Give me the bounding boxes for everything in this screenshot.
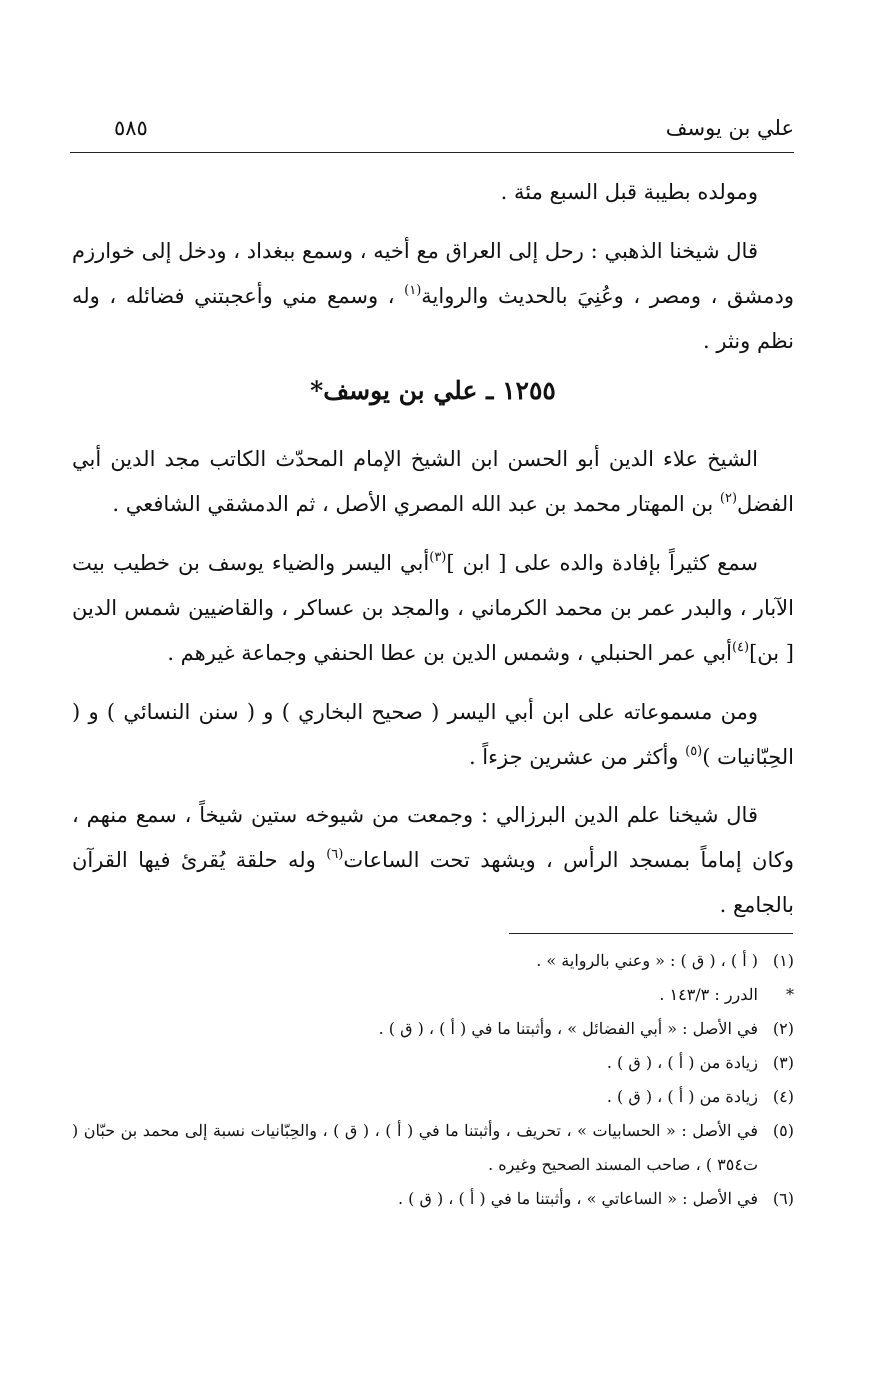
footnote-ref-4: (٤)	[731, 640, 750, 655]
page-number: ٥٨٥	[114, 116, 148, 140]
footnote-text: في الأصل : « الساعاتي » ، وأثبتنا ما في ( أ ) ، ( ق ) .	[397, 1189, 758, 1208]
footnotes	[72, 944, 794, 1216]
entry-title: ١٢٥٥ ـ علي بن يوسف*	[310, 376, 556, 405]
footnote-ref-5: (٥)	[685, 744, 703, 759]
birzali-paragraph: قال شيخنا علم الدين البرزالي : وجمعت من شيوخه ستين شيخاً ، سمع منهم ، وكان إماماً بمسجد الرأس ، ويشهد تحت الساعات$^{(٦)}$ وله حلقة يُقرئ فيها القرآن بالجامع .	[72, 803, 795, 917]
name-paragraph: الشيخ علاء الدين أبو الحسن ابن الشيخ الإمام المحدّث الكاتب مجد الدين أبي الفضل$^{(٢)}$ بن المهتار محمد بن عبد الله المصري الأصل ، ثم الدمشقي الشافعي .	[72, 447, 794, 516]
footnote-item	[72, 1182, 794, 1216]
footnote-text: زيادة من ( أ ) ، ( ق ) .	[606, 1053, 758, 1072]
footnote-ref-3: (٣)	[429, 550, 447, 565]
footnote-mark: (٣)	[772, 1053, 794, 1072]
footnote-text: الدرر : ١٤٣/٣ .	[659, 985, 758, 1004]
page-header	[70, 112, 794, 152]
footnote-item	[72, 1080, 794, 1114]
footnote-text: في الأصل : « الحسابيات » ، تحريف ، وأثبتنا ما في ( أ ) ، ( ق ) ، والحِبّانيات نسبة إلى محمد بن حبّان ( ت٣٥٤ ) ، صاحب المسند الصحيح وغيره .	[72, 1121, 758, 1174]
footnote-text: في الأصل : « أبي الفضائل » ، وأثبتنا ما في ( أ ) ، ( ق ) .	[378, 1019, 758, 1038]
footnote-text: ( أ ) ، ( ق ) : « وعني بالرواية » .	[536, 951, 758, 970]
birth-line: ومولده بطيبة قبل السبع مئة .	[500, 180, 758, 204]
footnote-item	[72, 1046, 794, 1080]
header-rule	[70, 152, 794, 153]
heard-works-paragraph: ومن مسموعاته على ابن أبي اليسر ( صحيح البخاري ) و ( سنن النسائي ) و ( الحِبّانيات )$^{(٥)}$ وأكثر من عشرين جزءاً .	[72, 700, 794, 769]
footnote-mark: (٢)	[772, 1019, 794, 1038]
footnote-mark: (١)	[772, 951, 794, 970]
footnote-ref-2: (٢)	[719, 491, 738, 506]
footnote-item	[72, 1114, 794, 1182]
footnote-item	[72, 1012, 794, 1046]
footnote-text: زيادة من ( أ ) ، ( ق ) .	[606, 1087, 758, 1106]
footnote-mark: (٤)	[772, 1087, 794, 1106]
dhahabi-paragraph: قال شيخنا الذهبي : رحل إلى العراق مع أخيه ، وسمع ببغداد ، ودخل إلى خوارزم ودمشق ، ومصر ، وعُنِيَ بالحديث والرواية$^{(١)}$ ، وسمع مني وأعجبتني فضائله ، وله نظم ونثر .	[72, 239, 794, 353]
teachers-paragraph: سمع كثيراً بإفادة والده على [ ابن ]$^{(٣)}$أبي اليسر والضياء يوسف بن خطيب بيت الآبار ، والبدر عمر بن محمد الكرماني ، والمجد بن عساكر ، والقاضيين شمس الدين [ بن]$^{(٤)}$أبي عمر الحنبلي ، وشمس الدين بن عطا الحنفي وجماعة غيرهم .	[72, 550, 794, 665]
footnote-mark: *	[786, 985, 794, 1004]
footnote-ref-6: (٦)	[326, 847, 344, 862]
footnote-mark: (٦)	[772, 1189, 794, 1208]
footnote-mark: (٥)	[772, 1121, 794, 1140]
footnote-ref-1: (١)	[404, 283, 422, 298]
footnote-item	[72, 978, 794, 1012]
footnote-item	[72, 944, 794, 978]
running-title: علي بن يوسف	[665, 116, 794, 140]
footnote-separator	[509, 933, 793, 934]
